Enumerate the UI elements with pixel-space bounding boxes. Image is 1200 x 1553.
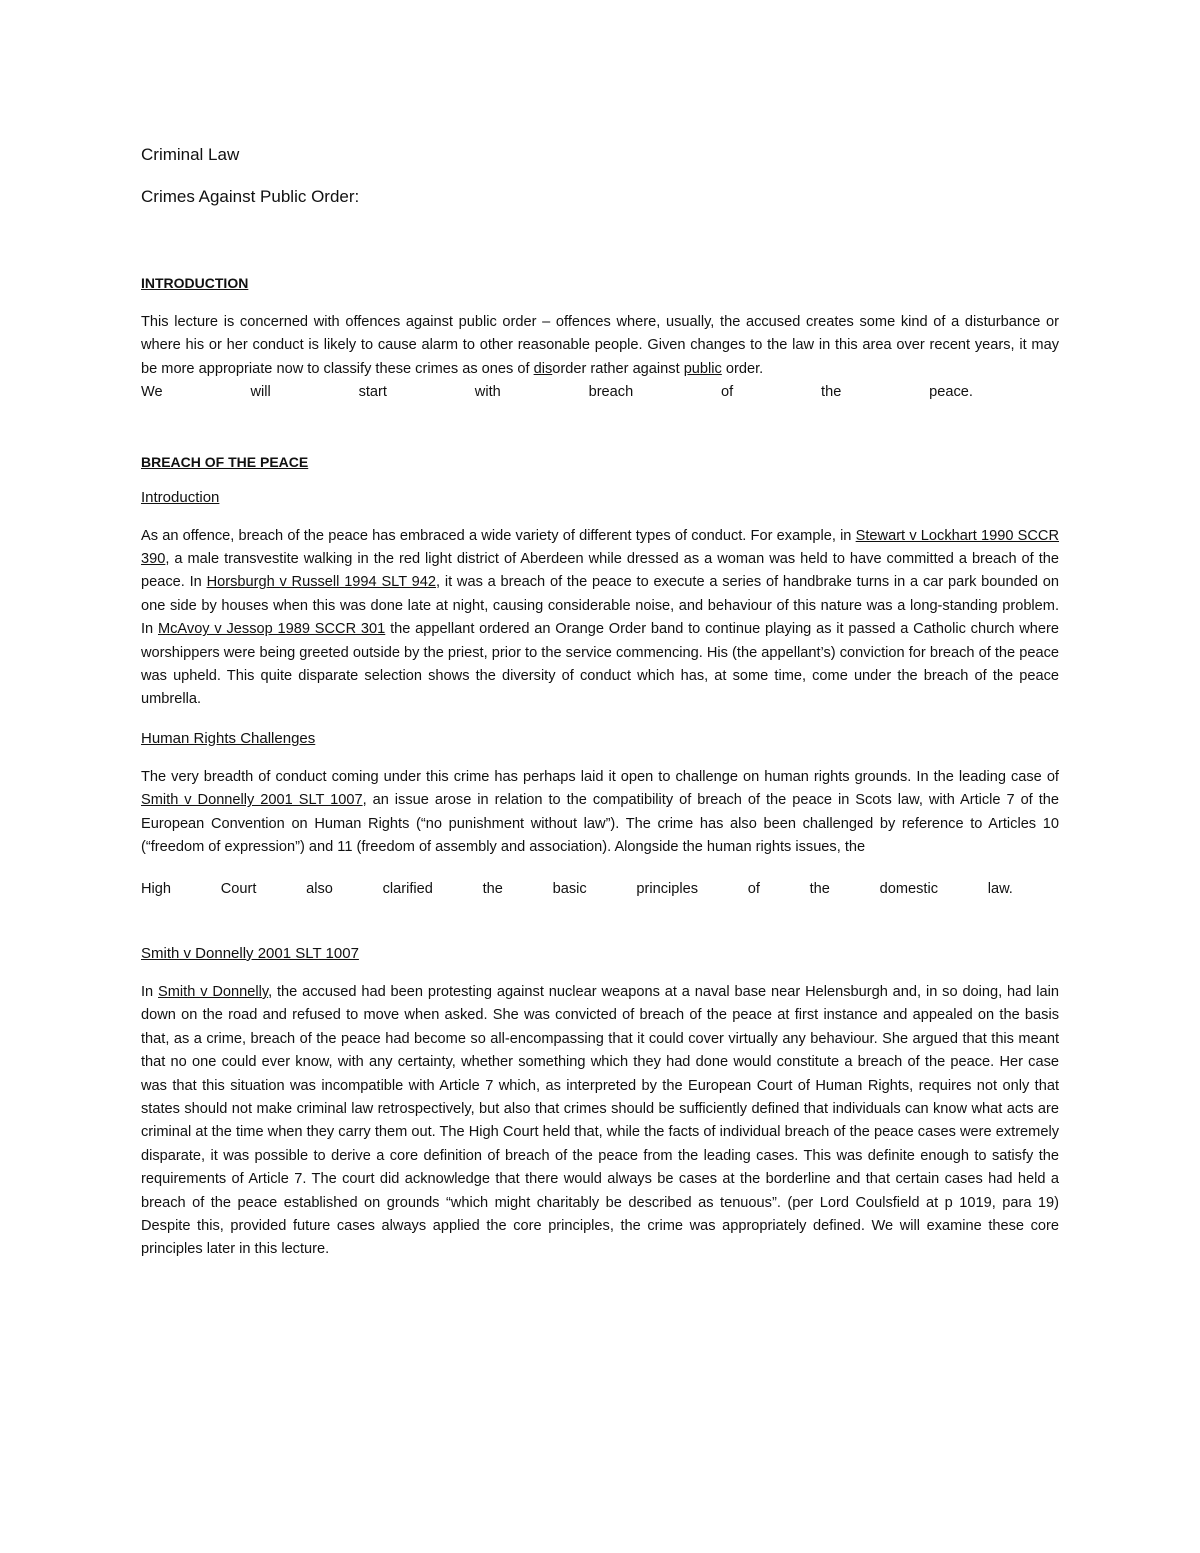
introduction-subheading: Introduction [141,488,220,506]
human-rights-paragraph: The very breadth of conduct coming under this crime has perhaps laid it open to challenge on human rights grounds. In the leading case of Smith v Donnelly 2001 SLT 1007, an issue arose in relation to the compatibility of breach of the peace in Scots law, with Article 7 of the European Convention on Human Rights (“no punishment without law”). The crime has also been challenged by reference to Articles 10 (“freedom of expression”) and 11 (freedom of assembly and association). Alongside the human rights issues, the [141,768,1059,856]
document-title: Criminal Law [141,145,240,164]
dis-underline: dis [533,360,553,377]
introduction-last-line: We will start with breach of the peace. [141,384,973,401]
case-citation: Smith v Donnelly [158,983,269,1000]
smith-v-donnelly-paragraph: In Smith v Donnelly, the accused had been protesting against nuclear weapons at a naval base near Helensburgh and, in so doing, had lain down on the road and refused to move when asked. She was convicted of breach of the peace at first instance and appealed on the basis that, as a crime, breach of the peace had become so all-encompassing that it could cover virtually any behaviour. She argued that this meant that no one could ever know, with any certainty, whether something which they had done would constitute a breach of the peace. Her case was that this situation was incompatible with Article 7 which, as interpreted by the European Court of Human Rights, requires not only that states should not make criminal law retrospectively, but also that crimes should be sufficiently defined that individuals can know what acts are criminal at the time when they carry them out. The High Court held that, while the facts of individual breach of the peace cases were extremely disparate, it was possible to derive a core definition of breach of the peace from the leading cases. This was definite enough to satisfy the requirements of Article 7. The court did acknowledge that there would always be cases at the borderline and that certain cases had held a breach of the peace established on grounds “which might charitably be described as tenuous”. (per Lord Coulsfield at p 1019, para 19) Despite this, provided future cases always applied the core principles, the crime was appropriately defined. We will examine these core principles later in this lecture. [141,983,1059,1258]
human-rights-last-line: High Court also clarified the basic principles of the domestic law. [141,880,1013,897]
introduction-paragraph: This lecture is concerned with offences against public order – offences where, usually, the accused creates some kind of a disturbance or where his or her conduct is likely to cause alarm to other reasonable people. Given changes to the law in this area over recent years, it may be more appropriate now to classify these crimes as ones of disorder rather against public order. [141,314,1059,377]
introduction-heading: INTRODUCTION [141,275,249,291]
human-rights-subheading: Human Rights Challenges [141,729,316,747]
smith-v-donnelly-subheading: Smith v Donnelly 2001 SLT 1007 [141,944,359,962]
case-citation: Stewart v Lockhart 1990 SCCR 390 [141,527,1060,568]
public-underline: public [683,360,722,377]
breach-heading: BREACH OF THE PEACE [141,453,309,470]
case-citation: Smith v Donnelly 2001 SLT 1007 [141,792,363,809]
breach-intro-paragraph: As an offence, breach of the peace has embraced a wide variety of different types of conduct. For example, in Stewart v Lockhart 1990 SCCR 390, a male transvestite walking in the red light district of Aberdeen while dressed as a woman was held to have committed a breach of the peace. In Horsburgh v Russell 1994 SLT 942, it was a breach of the peace to execute a series of handbrake turns in a car park bounded on one side by houses when this was done late at night, causing considerable noise, and behaviour of this nature was a long-standing problem. In McAvoy v Jessop 1989 SCCR 301 the appellant ordered an Orange Order band to continue playing as it passed a Catholic church where worshippers were being greeted outside by the priest, prior to the service commencing. His (the appellant’s) conviction for breach of the peace was upheld. This quite disparate selection shows the diversity of conduct which has, at some time, come under the breach of the peace umbrella. [141,527,1060,708]
document-subtitle: Crimes Against Public Order: [141,187,360,206]
document-content [141,143,1059,1262]
case-citation: Horsburgh v Russell 1994 SLT 942 [206,574,436,591]
case-citation: McAvoy v Jessop 1989 SCCR 301 [157,621,386,638]
